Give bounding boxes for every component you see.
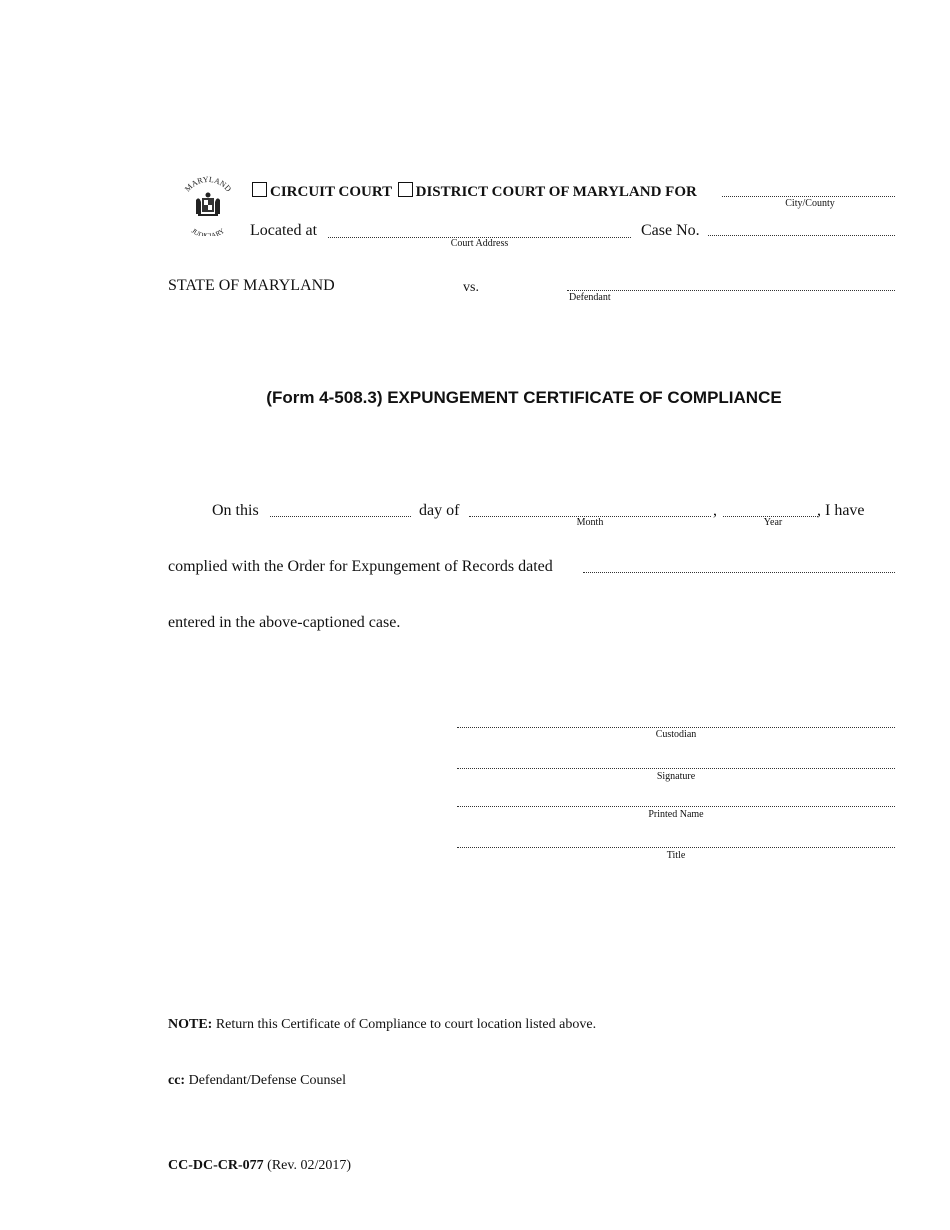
note-text: Return this Certificate of Compliance to court location listed above. [212, 1017, 597, 1032]
district-court-checkbox[interactable] [398, 182, 413, 197]
form-title: (Form 4-508.3) EXPUNGEMENT CERTIFICATE OF COMPLIANCE [266, 388, 782, 407]
day-of-label: day of [419, 502, 460, 519]
svg-text:MARYLAND: MARYLAND [183, 174, 234, 194]
complied-text: complied with the Order for Expungement of Records dated [168, 558, 553, 575]
signature-field[interactable] [457, 768, 895, 769]
case-no-field[interactable] [708, 235, 895, 236]
comma-separator: , [713, 502, 717, 519]
city-county-caption: City/County [785, 198, 835, 209]
custodian-caption: Custodian [655, 729, 697, 740]
city-county-field[interactable] [722, 196, 895, 197]
cc-line [168, 1073, 346, 1089]
defendant-caption: Defendant [569, 292, 611, 303]
svg-text:JUDICIARY: JUDICIARY [189, 226, 227, 236]
entered-text: entered in the above-captioned case. [168, 614, 401, 631]
cc-label: cc: [168, 1073, 186, 1088]
maryland-judiciary-seal [176, 172, 240, 236]
on-this-label: On this [212, 502, 259, 519]
title-caption: Title [666, 850, 686, 861]
day-field[interactable] [270, 516, 411, 517]
note-line [168, 1017, 596, 1033]
case-no-label: Case No. [641, 222, 700, 239]
circuit-court-label: CIRCUIT COURT [270, 184, 392, 200]
cc-text: Defendant/Defense Counsel [185, 1073, 347, 1088]
title-field[interactable] [457, 847, 895, 848]
state-of-maryland: STATE OF MARYLAND [168, 277, 335, 294]
i-have-label: , I have [817, 502, 865, 519]
vs-label: vs. [463, 280, 479, 295]
located-at-label: Located at [250, 222, 318, 239]
note-label: NOTE: [168, 1017, 213, 1032]
court-address-caption: Court Address [450, 238, 509, 249]
form-number-footer [168, 1158, 351, 1174]
court-selection-row [252, 182, 697, 201]
year-caption: Year [763, 517, 783, 528]
form-revision: (Rev. 02/2017) [263, 1158, 352, 1173]
defendant-field[interactable] [567, 290, 895, 291]
printed-name-field[interactable] [457, 806, 895, 807]
month-caption: Month [576, 517, 604, 528]
circuit-court-checkbox[interactable] [252, 182, 267, 197]
seal-icon [176, 172, 240, 236]
custodian-field[interactable] [457, 727, 895, 728]
order-date-field[interactable] [583, 572, 895, 573]
signature-caption: Signature [656, 771, 696, 782]
printed-name-caption: Printed Name [648, 809, 704, 820]
district-court-label: DISTRICT COURT OF MARYLAND FOR [415, 184, 697, 200]
form-number: CC-DC-CR-077 [168, 1158, 264, 1173]
